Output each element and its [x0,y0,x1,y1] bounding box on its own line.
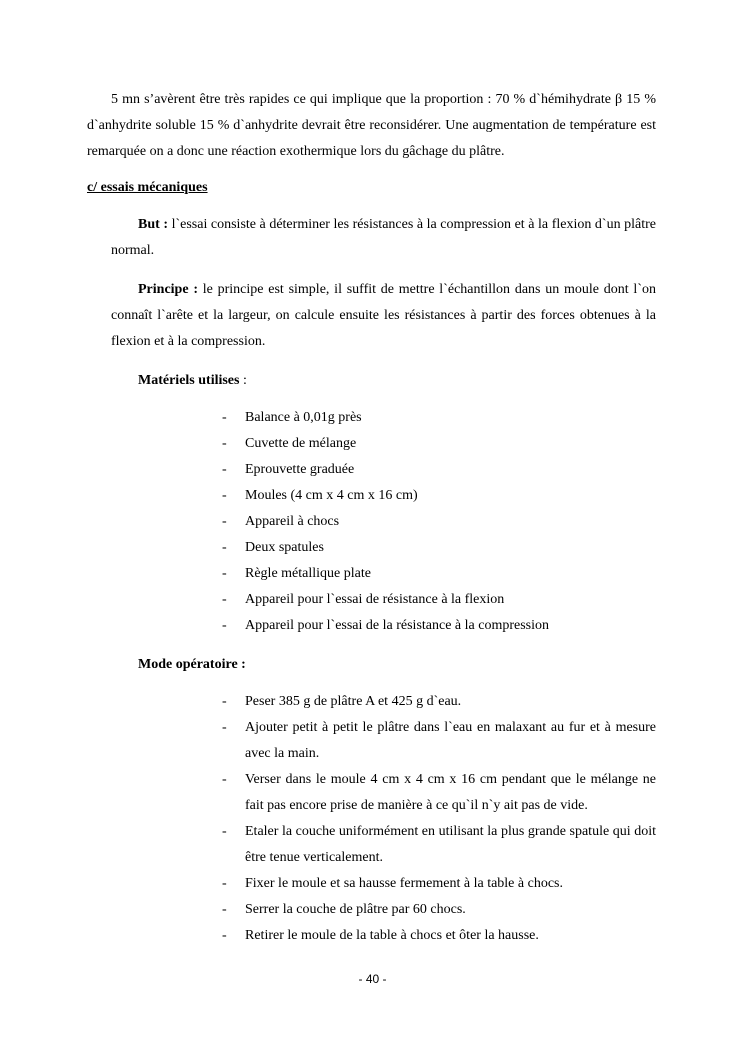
materiel-item-text: Appareil pour l`essai de la résistance à la compression [245,618,550,633]
materiel-item [222,535,656,561]
materiel-item [222,613,656,639]
bullet-dash: - [222,566,227,581]
intro-paragraph: 5 mn s’avèrent être très rapides ce qui implique que la proportion : 70 % d`hémihydrate β 15 % d`anhydrite soluble 15 % d`anhydrite devrait être reconsidérer. Une augmentation de température est remarquée on a donc une réaction exothermique lors du gâchage du plâtre. [87,92,656,159]
bullet-dash: - [222,876,227,891]
but-text: l`essai consiste à déterminer les résistances à la compression et à la flexion d`un plâtre normal. [111,217,656,258]
materiel-item [222,561,656,587]
materiel-item-text: Eprouvette graduée [245,462,355,477]
principe-text: le principe est simple, il suffit de mettre l`échantillon dans un moule dont l`on connaît l`arête et la largeur, on calcule ensuite les résistances à partir des forces obtenues à la flexion et à la compression. [111,282,656,349]
section-heading: c/ essais mécaniques [87,180,208,195]
bullet-dash: - [222,436,227,451]
bullet-dash: - [222,514,227,529]
but-label: But : [138,217,169,232]
materiel-item [222,483,656,509]
materiel-item-text: Cuvette de mélange [245,436,357,451]
materiel-item-text: Moules (4 cm x 4 cm x 16 cm) [245,488,418,503]
materiel-item [222,405,656,431]
step-item [222,923,656,949]
materiel-item [222,431,656,457]
bullet-dash: - [222,540,227,555]
step-item-text: Fixer le moule et sa hausse fermement à la table à chocs. [245,876,563,891]
materiel-item-text: Deux spatules [245,540,324,555]
steps-list [222,689,656,949]
bullet-dash: - [222,488,227,503]
bullet-dash: - [222,902,227,917]
bullet-dash: - [222,928,227,943]
step-item [222,819,656,871]
step-item-text: Ajouter petit à petit le plâtre dans l`eau en malaxant au fur et à mesure avec la main. [245,720,656,761]
step-item-text: Verser dans le moule 4 cm x 4 cm x 16 cm pendant que le mélange ne fait pas encore prise de manière à ce qu`il n`y ait pas de vide. [245,772,656,813]
step-item-text: Etaler la couche uniformément en utilisant la plus grande spatule qui doit être tenue verticalement. [245,824,656,865]
bullet-dash: - [222,720,227,735]
materiel-item [222,587,656,613]
bullet-dash: - [222,410,227,425]
step-item [222,767,656,819]
bullet-dash: - [222,694,227,709]
bullet-dash: - [222,824,227,839]
materiel-item-text: Appareil pour l`essai de résistance à la flexion [245,592,505,607]
principe-paragraph [111,277,656,355]
materiel-item-text: Balance à 0,01g près [245,410,362,425]
bullet-dash: - [222,772,227,787]
materiel-item-text: Règle métallique plate [245,566,371,581]
page-number: - 40 - [358,972,387,986]
principe-label: Principe : [138,282,198,297]
step-item-text: Serrer la couche de plâtre par 60 chocs. [245,902,466,917]
bullet-dash: - [222,618,227,633]
step-item-text: Peser 385 g de plâtre A et 425 g d`eau. [245,694,462,709]
step-item [222,689,656,715]
materiels-heading [138,370,247,392]
step-item [222,715,656,767]
materiels-label: Matériels utilises [138,373,240,388]
step-item [222,871,656,897]
materiel-item-text: Appareil à chocs [245,514,340,529]
bullet-dash: - [222,592,227,607]
mode-heading [138,654,246,676]
step-item-text: Retirer le moule de la table à chocs et ôter la hausse. [245,928,539,943]
bullet-dash: - [222,462,227,477]
materiels-colon: : [239,373,247,388]
but-paragraph [111,212,656,264]
materiels-list [222,405,656,639]
mode-label: Mode opératoire : [138,657,246,672]
step-item [222,897,656,923]
materiel-item [222,457,656,483]
materiel-item [222,509,656,535]
